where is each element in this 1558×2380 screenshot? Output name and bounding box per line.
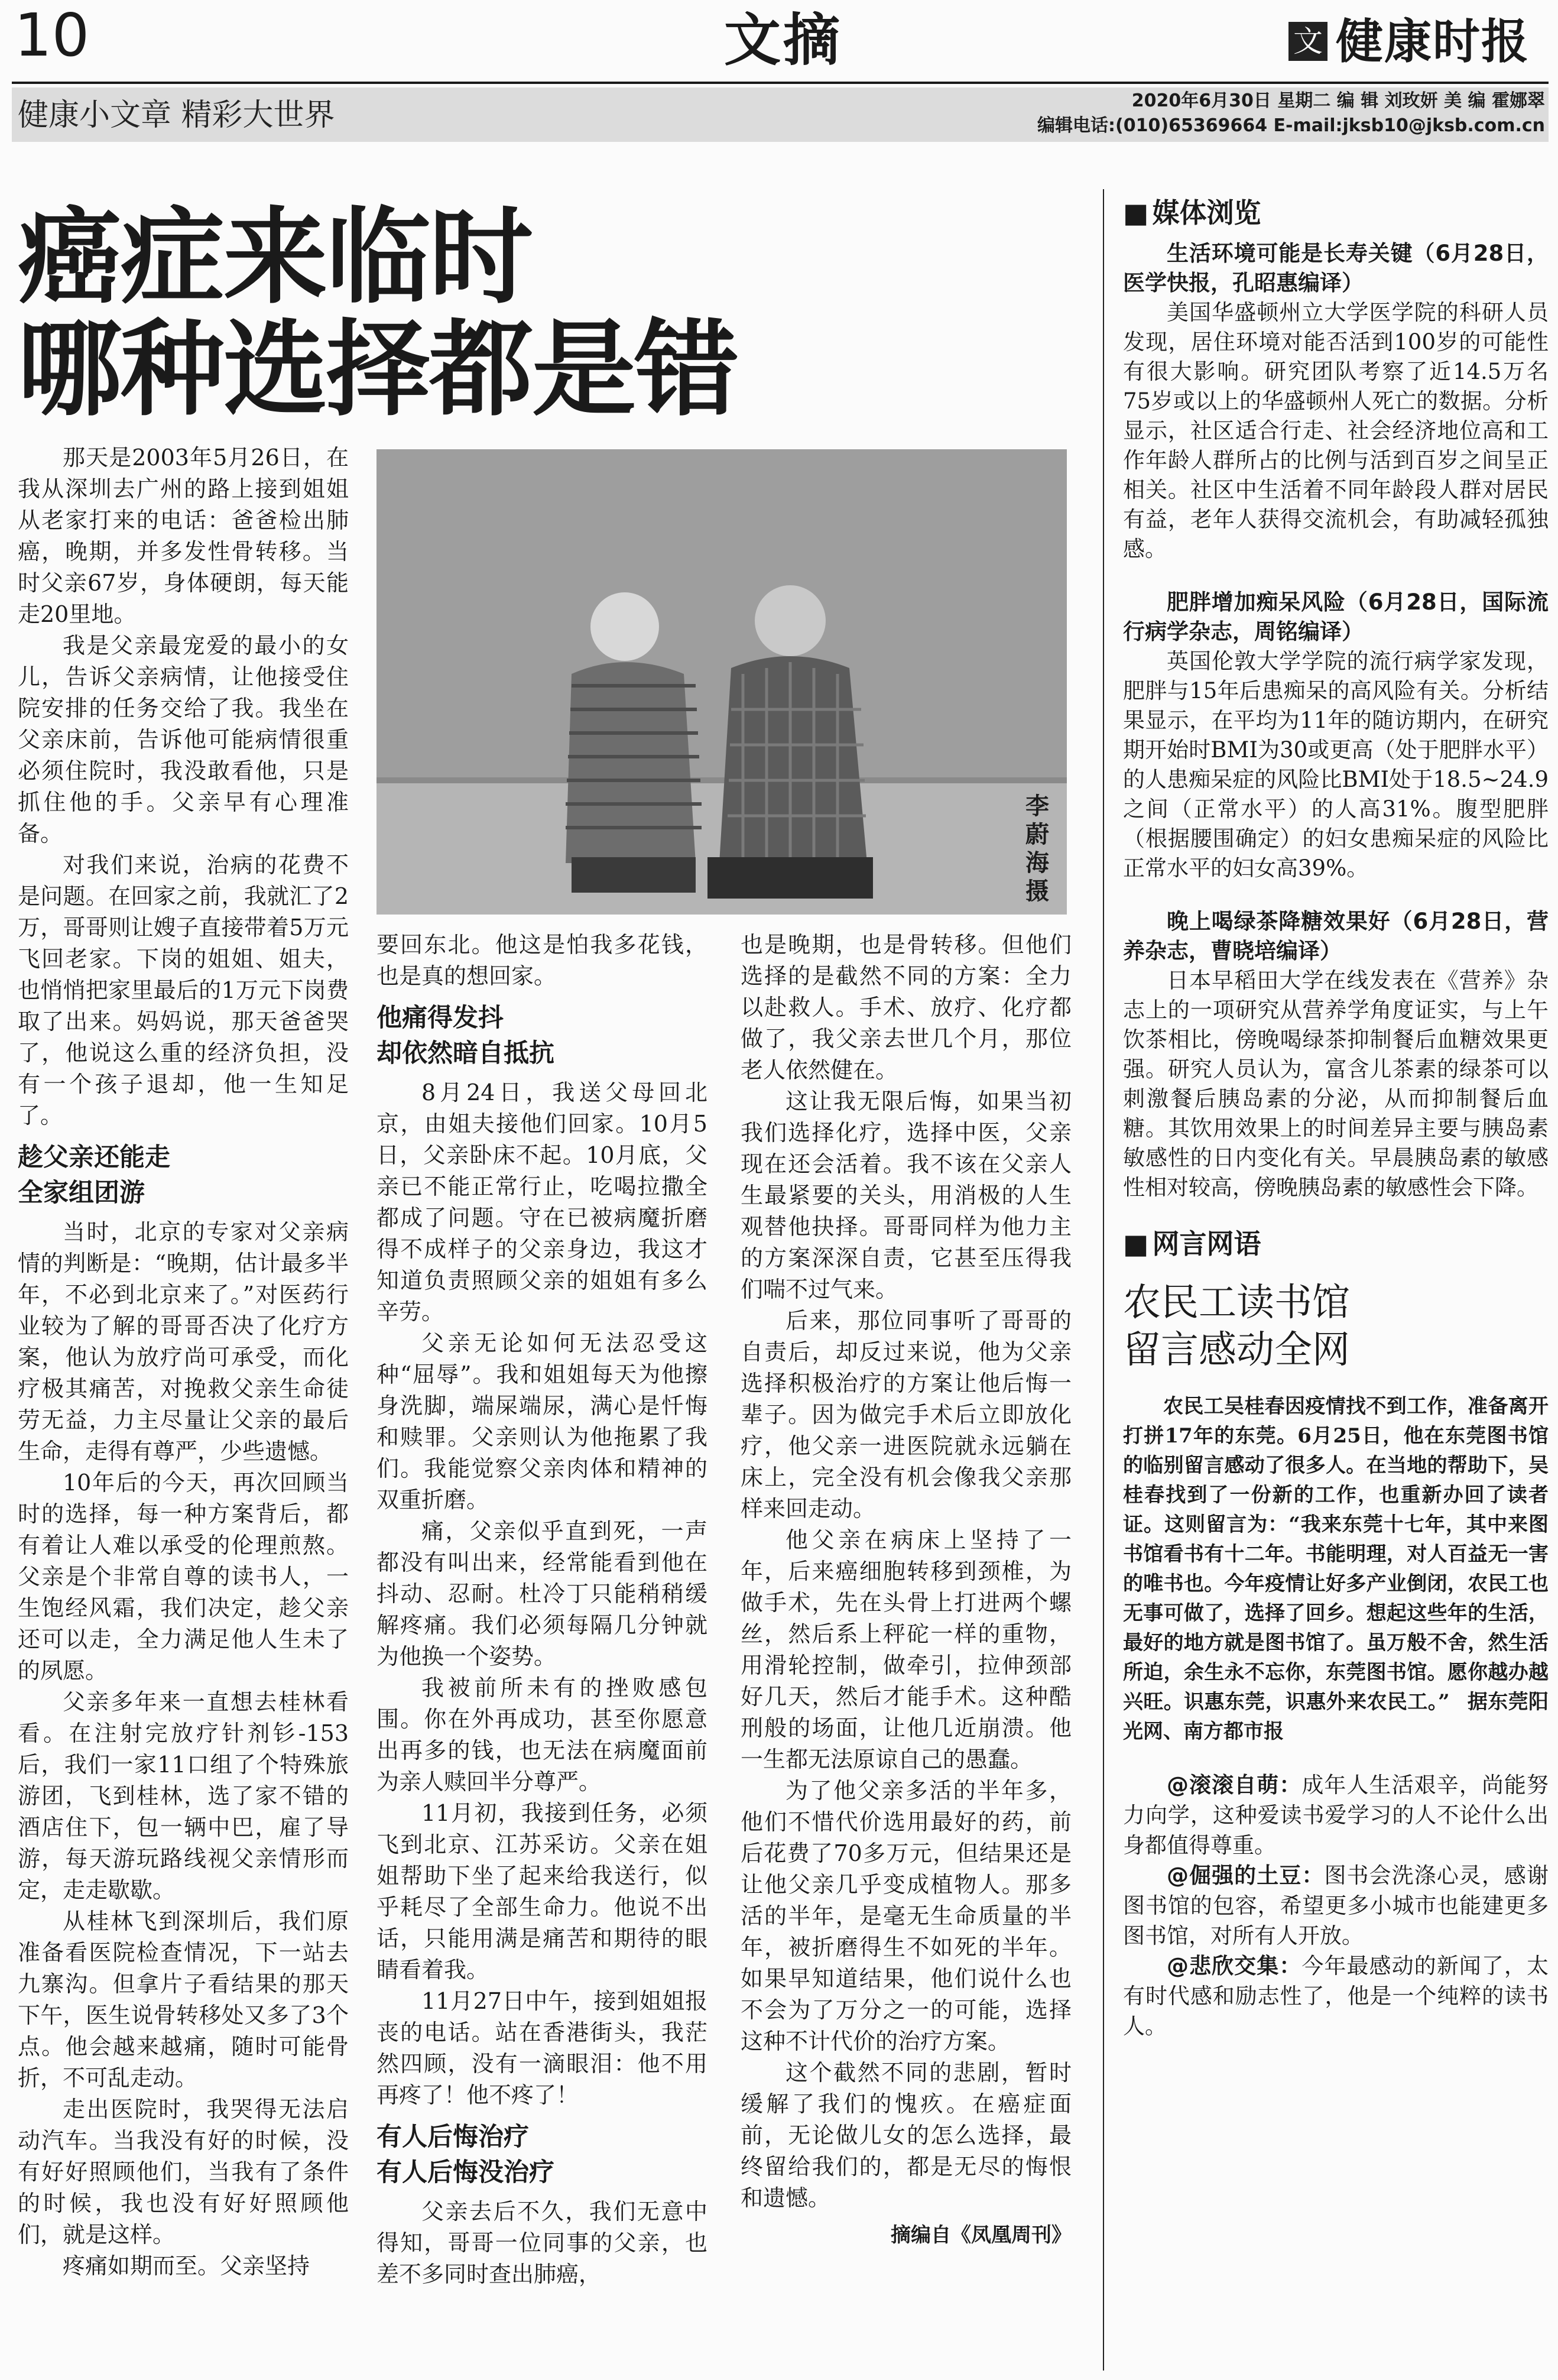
- paragraph: 父亲无论如何无法忍受这种“屈辱”。我和姐姐每天为他擦身洗脚，端屎端尿，满心是忏悔和赎罪。父亲则认为他拖累了我们。我能觉察父亲肉体和精神的双重折磨。: [376, 1330, 707, 1513]
- library-note-text: 农民工吴桂春因疫情找不到工作，准备离开打拼17年的东莞。6月25日，他在东莞图书馆的临别留言感动了很多人。在当地的帮助下，吴桂春找到了一份新的工作，也重新办回了读者证。这则留言为：“我来东莞十七年，其中来图书馆看书有十二年。书能明理，对人百益无一害的唯书也。今年疫情让好多产业倒闭，农民工也无事可做了，选择了回乡。想起这些年的生活，最好的地方就是图书馆了。虽万般不舍，然生活所迫，余生永不忘你，东莞图书馆。愿你越办越兴旺。识惠东莞，识惠外来农民工。”: [1123, 1395, 1549, 1714]
- headline-line-1: 癌症来临时: [18, 196, 533, 318]
- paragraph: 当时，北京的专家对父亲病情的判断是：“晚期，估计最多半年，不必到北京来了。”对医药行业较为了解的哥哥否决了化疗方案，他认为放疗尚可承受，而化疗极其痛苦，对挽救父亲生命徒劳无益，力主尽量让父亲的最后生命，走得有尊严，少些遗憾。: [18, 1219, 349, 1464]
- library-note: [1123, 1392, 1549, 1746]
- news-item-title: 肥胖增加痴呆风险（6月28日，国际流行病学杂志，周铭编译）: [1123, 589, 1549, 644]
- subheading-line: 趁父亲还能走: [18, 1143, 170, 1172]
- paragraph: 这让我无限后悔，如果当初我们选择化疗，选择中医，父亲现在还会活着。我不该在父亲人生最紧要的关头，用消极的人生观替他抉择。哥哥同样为他力主的方案深深自责，它甚至压得我们喘不过气来。: [741, 1088, 1072, 1302]
- comment: [1123, 1860, 1549, 1951]
- paragraph: 父亲去后不久，我们无意中得知，哥哥一位同事的父亲，也差不多同时查出肺癌，: [376, 2199, 707, 2287]
- subheading-3: [376, 2119, 707, 2190]
- paragraph: 我是父亲最宠爱的最小的女儿，告诉父亲病情，让他接受住院安排的任务交给了我。我坐在父亲床前，告诉他可能病情很重必须住院时，我没敢看他，只是抓住他的手。父亲早有心理准备。: [18, 633, 349, 847]
- subheading-line: 全家组团游: [18, 1178, 145, 1208]
- article-headline: [18, 196, 1070, 430]
- comment: [1123, 1770, 1549, 1860]
- dateline: [1037, 89, 1545, 138]
- photo-credit: 李蔚海摄: [1025, 792, 1049, 905]
- paragraph: 走出医院时，我哭得无法启动汽车。当我没有好的时候，没有好好照顾他们，当我有了条件的时候，我也没有好好照顾他们，就是这样。: [18, 2096, 349, 2248]
- comment-text: 今年最感动的新闻了，太有时代感和励志性了，他是一个纯粹的读书人。: [1123, 1953, 1549, 2039]
- net-heading: ■ 网言网语: [1123, 1226, 1549, 1262]
- brand-logo: [1288, 14, 1530, 69]
- subheading-line: 却依然暗自抵抗: [376, 1039, 554, 1068]
- comment-user: @倔强的土豆：: [1167, 1863, 1325, 1888]
- news-item-title: 生活环境可能是长寿关键（6月28日，医学快报，孔昭惠编译）: [1123, 241, 1549, 296]
- subheading-line: 有人后悔没治疗: [376, 2158, 554, 2187]
- article-photo: [376, 449, 1067, 915]
- column-divider: [1103, 189, 1104, 2371]
- subheading-line: 有人后悔治疗: [376, 2122, 529, 2152]
- comment-user: @悲欣交集：: [1167, 1953, 1302, 1979]
- news-item-title: 晚上喝绿茶降糖效果好（6月28日，营养杂志，曹晓培编译）: [1123, 909, 1549, 964]
- article-column-1: [18, 442, 349, 2282]
- paragraph: 要回东北。他这是怕我多花钱，也是真的想回家。: [376, 932, 707, 989]
- header-rule: [12, 82, 1549, 84]
- subheading-2: [376, 1000, 707, 1071]
- paragraph: 也是晚期，也是骨转移。但他们选择的是截然不同的方案：全力以赴救人。手术、放疗、化疗都做了，我父亲去世几个月，那位老人依然健在。: [741, 932, 1072, 1083]
- paragraph: 为了他父亲多活的半年多，他们不惜代价选用最好的药，前后花费了70多万元，但结果还是让他父亲几乎变成植物人。那多活的半年，是毫无生命质量的半年，被折磨得生不如死的半年。如果早知道结果，他们说什么也不会为了万分之一的可能，选择这种不计代价的治疗方案。: [741, 1778, 1072, 2054]
- paragraph: 11月27日中午，接到姐姐报丧的电话。站在香港街头，我茫然四顾，没有一滴眼泪：他不用再疼了！他不疼了！: [376, 1988, 707, 2108]
- paragraph: 后来，那位同事听了哥哥的自责后，却反过来说，他为父亲选择积极治疗的方案让他后悔一辈子。因为做完手术后立即放化疗，他父亲一进医院就永远躺在床上，完全没有机会像我父亲那样来回走动。: [741, 1308, 1072, 1522]
- paragraph: 疼痛如期而至。父亲坚持: [63, 2253, 310, 2279]
- comment-text: 图书会洗涤心灵，感谢图书馆的包容，希望更多小城市也能建更多图书馆，对所有人开放。: [1123, 1863, 1549, 1948]
- sidebar: [1123, 195, 1549, 2041]
- paragraph: 我被前所未有的挫败感包围。你在外再成功，甚至你愿意出再多的钱，也无法在病魔面前为亲人赎回半分尊严。: [376, 1675, 707, 1795]
- paragraph: 那天是2003年5月26日，在我从深圳去广州的路上接到姐姐从老家打来的电话：爸爸检出肺癌，晚期，并多发性骨转移。当时父亲67岁，身体硬朗，每天能走20里地。: [18, 445, 349, 627]
- article-column-2: [376, 929, 707, 2290]
- contact-line: 编辑电话:(010)65369664 E-mail:jksb10@jksb.com.cn: [1037, 115, 1545, 136]
- paragraph: 痛，父亲似乎直到死，一声都没有叫出来，经常能看到他在抖动、忍耐。杜冷丁只能稍稍缓解疼痛。我们必须每隔几分钟就为他换一个姿势。: [376, 1518, 707, 1669]
- paragraph: 从桂林飞到深圳后，我们原准备看医院检查情况，下一站去九寨沟。但拿片子看结果的那天下午，医生说骨转移处又多了3个点。他会越来越痛，随时可能骨折，不可乱走动。: [18, 1908, 349, 2091]
- news-item: [1123, 239, 1549, 564]
- elderly-men-on-bench-illustration: [376, 449, 1067, 915]
- article-source: 摘编自《凤凰周刊》: [891, 2223, 1072, 2247]
- paragraph: 他父亲在病床上坚持了一年，后来癌细胞转移到颈椎，为做手术，先在头骨上打进两个螺丝，然后系上秤砣一样的重物，用滑轮控制，做牵引，拉伸颈部好几天，然后才能手术。这种酷刑般的场面，让他几近崩溃。他一生都无法原谅自己的愚蠢。: [741, 1527, 1072, 1772]
- headline-line-2: 哪种选择都是错: [18, 308, 738, 430]
- page-number: 10: [14, 1, 90, 70]
- news-item: [1123, 588, 1549, 883]
- comment-user: @滚滚自萌：: [1167, 1772, 1302, 1798]
- library-note-source: 据东莞阳光网、南方都市报: [1123, 1690, 1549, 1743]
- date-line: 2020年6月30日 星期二 编 辑 刘玫妍 美 编 霍娜翠: [1131, 90, 1545, 111]
- news-item: [1123, 907, 1549, 1202]
- comment-text: 成年人生活艰辛，尚能努力向学，这种爱读书爱学习的人不论什么出身都值得尊重。: [1123, 1772, 1549, 1858]
- news-item-body: 日本早稻田大学在线发表在《营养》杂志上的一项研究从营养学角度证实，与上午饮茶相比，傍晚喝绿茶抑制餐后血糖效果更强。研究人员认为，富含儿茶素的绿茶可以刺激餐后胰岛素的分泌，从而抑制餐后血糖。其饮用效果上的时间差异主要与胰岛素敏感性的日内变化有关。早晨胰岛素的敏感性相对较高，傍晚胰岛素的敏感性会下降。: [1123, 968, 1549, 1200]
- news-item-body: 英国伦敦大学学院的流行病学家发现，肥胖与15年后患痴呆的高风险有关。分析结果显示，在平均为11年的随访期内，在研究期开始时BMI为30或更高（处于肥胖水平）的人患痴呆症的风险比BMI处于18.5~24.9之间（正常水平）的人高31%。腹型肥胖（根据腰围确定）的妇女患痴呆症的风险比正常水平的妇女高39%。: [1123, 648, 1549, 881]
- subheading-1: [18, 1140, 349, 1211]
- subheading-line: 他痛得发抖: [376, 1003, 504, 1033]
- comment: [1123, 1951, 1549, 2041]
- paragraph: 对我们来说，治病的花费不是问题。在回家之前，我就汇了2万，哥哥则让嫂子直接带着5万元飞回老家。下岗的姐姐、姐夫，也悄悄把家里最后的1万元下岗费取了出来。妈妈说，那天爸爸哭了，他说这么重的经济负担，没有一个孩子退却，他一生知足了。: [18, 852, 349, 1129]
- paragraph: 这个截然不同的悲剧，暂时缓解了我们的愧疚。在癌症面前，无论做儿女的怎么选择，最终留给我们的，都是无尽的悔恨和遗憾。: [741, 2060, 1072, 2211]
- box-title-line: 农民工读书馆: [1123, 1281, 1350, 1325]
- media-heading: ■ 媒体浏览: [1123, 195, 1549, 231]
- paragraph: 11月初，我接到任务，必须飞到北京、江苏采访。父亲在姐姐帮助下坐了起来给我送行，似乎耗尽了全部生命力。他说不出话，只能用满是痛苦和期待的眼睛看着我。: [376, 1800, 707, 1983]
- paragraph: 父亲多年来一直想去桂林看看。在注射完放疗针剂钐-153后，我们一家11口组了个特殊旅游团，飞到桂林，选了家不错的酒店住下，包一辆中巴，雇了导游，每天游玩路线视父亲情形而定，走走歇歇。: [18, 1689, 349, 1903]
- net-box-title: [1123, 1279, 1549, 1374]
- news-item-body: 美国华盛顿州立大学医学院的科研人员发现，居住环境对能否活到100岁的可能性有很大影响。研究团队考察了近14.5万名75岁或以上的华盛顿州人死亡的数据。分析显示，社区适合行走、社会经济地位高和工作年龄人群所占的比例与活到百岁之间呈正相关。社区中生活着不同年龄段人群对居民有益，老年人获得交流机会，有助减轻孤独感。: [1123, 300, 1549, 562]
- paragraph: 10年后的今天，再次回顾当时的选择，每一种方案背后，都有着让人难以承受的伦理煎熬。父亲是个非常自尊的读书人，一生饱经风霜，我们决定，趁父亲还可以走，全力满足他人生未了的夙愿。: [18, 1470, 349, 1684]
- article-column-3: [741, 929, 1072, 2251]
- paragraph: 8月24日，我送父母回北京，由姐夫接他们回家。10月5日，父亲卧床不起。10月底，父亲已不能正常行止，吃喝拉撒全都成了问题。守在已被病魔折磨得不成样子的父亲身边，我这才知道负责照顾父亲的姐姐有多么辛劳。: [376, 1079, 707, 1325]
- brand-mark-icon: 文: [1288, 22, 1327, 61]
- brand-name: 健康时报: [1336, 14, 1530, 69]
- section-title: 文摘: [724, 7, 842, 73]
- slogan: 健康小文章 精彩大世界: [18, 98, 335, 133]
- box-title-line: 留言感动全网: [1123, 1328, 1350, 1372]
